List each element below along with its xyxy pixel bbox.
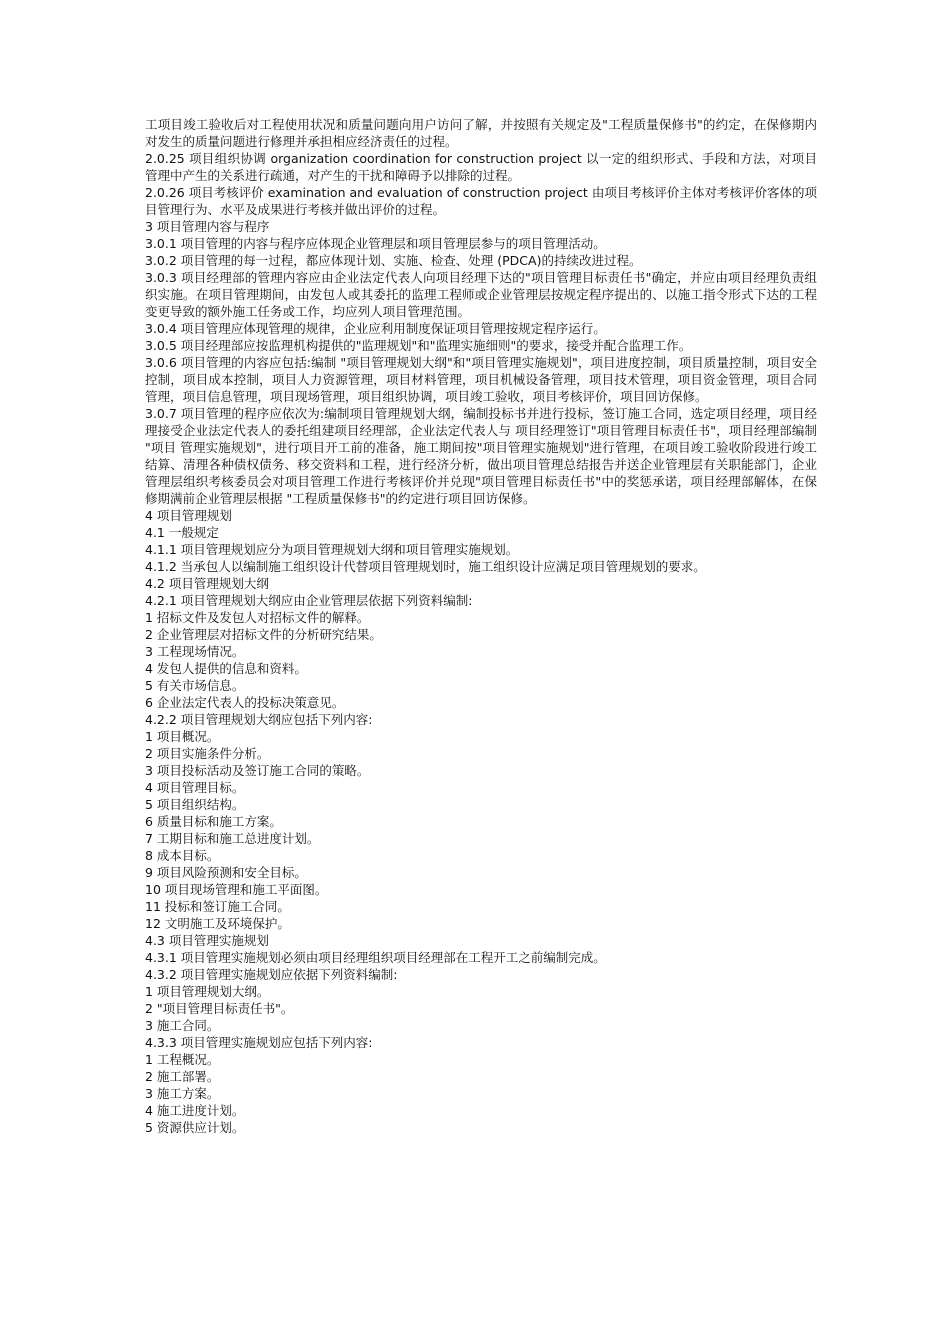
paragraph-4-1-2: 4.1.2 当承包人以编制施工组织设计代替项目管理规划时，施工组织设计应满足项目管理规划的要求。: [145, 559, 706, 574]
list-item: 7 工期目标和施工总进度计划。: [145, 831, 320, 846]
list-item: 2 施工部署。: [145, 1069, 220, 1084]
paragraph-4-1-1: 4.1.1 项目管理规划应分为项目管理规划大纲和项目管理实施规划。: [145, 542, 519, 557]
section-heading-3: 3 项目管理内容与程序: [145, 219, 270, 234]
list-item: 1 工程概况。: [145, 1052, 220, 1067]
paragraph-0: 工项目竣工验收后对工程使用状况和质量问题向用户访问了解，并按照有关规定及"工程质量保修书"的约定，在保修期内对发生的质量问题进行修理并承担相应经济责任的过程。: [145, 117, 817, 149]
list-item: 6 质量目标和施工方案。: [145, 814, 282, 829]
list-item: 10 项目现场管理和施工平面图。: [145, 882, 328, 897]
paragraph-3-0-3: 3.0.3 项目经理部的管理内容应由企业法定代表人向项目经理下达的"项目管理目标责任书"确定，并应由项目经理负责组织实施。在项目管理期间，由发包人或其委托的监理工程师或企业管理层按规定程序提出的、以施工指令形式下达的工程变更导致的额外施工任务或工作，均应列人项目管理范围。: [145, 270, 817, 319]
list-item: 1 招标文件及发包人对招标文件的解释。: [145, 610, 370, 625]
list-item: 2 企业管理层对招标文件的分析研究结果。: [145, 627, 382, 642]
list-item: 5 有关市场信息。: [145, 678, 245, 693]
paragraph-2-0-25: 2.0.25 项目组织协调 organization coordination for construction project 以一定的组织形式、手段和方法，对项目管理中产生的关系进行疏通，对产生的干扰和障碍予以排除的过程。: [145, 151, 817, 183]
subsection-heading-4-3: 4.3 项目管理实施规划: [145, 933, 269, 948]
list-item: 3 施工合同。: [145, 1018, 220, 1033]
paragraph-3-0-6: 3.0.6 项目管理的内容应包括:编制 "项目管理规划大纲"和"项目管理实施规划"，项目进度控制，项目质量控制，项目安全控制，项目成本控制，项目人力资源管理，项目材料管理，项目机械设备管理，项目技术管理，项目资金管理，项目合同管理，项目信息管理，项目现场管理，项目组织协调，项目竣工验收，项目考核评价，项目回访保修。: [145, 355, 817, 404]
list-item: 9 项目风险预测和安全目标。: [145, 865, 307, 880]
paragraph-3-0-5: 3.0.5 项目经理部应按监理机构提供的"监理规划"和"监理实施细则"的要求，接受并配合监理工作。: [145, 338, 692, 353]
list-item: 4 项目管理目标。: [145, 780, 245, 795]
paragraph-4-3-2: 4.3.2 项目管理实施规划应依据下列资料编制:: [145, 967, 398, 982]
paragraph-4-2-2: 4.2.2 项目管理规划大纲应包括下列内容:: [145, 712, 373, 727]
list-item: 12 文明施工及环境保护。: [145, 916, 290, 931]
paragraph-4-3-3: 4.3.3 项目管理实施规划应包括下列内容:: [145, 1035, 373, 1050]
paragraph-4-3-1: 4.3.1 项目管理实施规划必须由项目经理组织项目经理部在工程开工之前编制完成。: [145, 950, 606, 965]
paragraph-2-0-26: 2.0.26 项目考核评价 examination and evaluation of construction project 由项目考核评价主体对考核评价客体的项目管理行为、水平及成果进行考核并做出评价的过程。: [145, 185, 817, 217]
paragraph-3-0-4: 3.0.4 项目管理应体现管理的规律，企业应利用制度保证项目管理按规定程序运行。: [145, 321, 606, 336]
list-item: 2 项目实施条件分析。: [145, 746, 270, 761]
list-item: 5 资源供应计划。: [145, 1120, 245, 1135]
list-item: 4 施工进度计划。: [145, 1103, 245, 1118]
list-item: 3 施工方案。: [145, 1086, 220, 1101]
list-item: 3 工程现场情况。: [145, 644, 245, 659]
list-item: 1 项目概况。: [145, 729, 220, 744]
paragraph-3-0-1: 3.0.1 项目管理的内容与程序应体现企业管理层和项目管理层参与的项目管理活动。: [145, 236, 606, 251]
list-item: 4 发包人提供的信息和资料。: [145, 661, 307, 676]
list-item: 11 投标和签订施工合同。: [145, 899, 290, 914]
paragraph-4-2-1: 4.2.1 项目管理规划大纲应由企业管理层依据下列资料编制:: [145, 593, 473, 608]
paragraph-3-0-7: 3.0.7 项目管理的程序应依次为:编制项目管理规划大纲，编制投标书并进行投标，签订施工合同，选定项目经理，项目经理接受企业法定代表人的委托组建项目经理部，企业法定代表人与 项目经理签订"项目管理目标责任书"，项目经理部编制 "项目 管理实施规划"，进行项目开工前的准备，施工期间按"项目管理实施规划"进行管理，在项目竣工验收阶段进行竣工结算、清理各种债权债务、移交资料和工程，进行经济分析，做出项目管理总结报告并送企业管理层有关职能部门，企业管理层组织考核委员会对项目管理工作进行考核评价并兑现"项目管理目标责任书"中的奖惩承诺，项目经理部解体，在保修期满前企业管理层根据 "工程质量保修书"的约定进行项目回访保修。: [145, 406, 817, 506]
subsection-heading-4-1: 4.1 一般规定: [145, 525, 219, 540]
paragraph-3-0-2: 3.0.2 项目管理的每一过程，都应体现计划、实施、检查、处理 (PDCA)的持续改进过程。: [145, 253, 642, 268]
list-item: 8 成本目标。: [145, 848, 220, 863]
list-item: 2 "项目管理目标责任书"。: [145, 1001, 294, 1016]
list-item: 3 项目投标活动及签订施工合同的策略。: [145, 763, 370, 778]
list-item: 1 项目管理规划大纲。: [145, 984, 270, 999]
list-item: 5 项目组织结构。: [145, 797, 245, 812]
list-item: 6 企业法定代表人的投标决策意见。: [145, 695, 345, 710]
section-heading-4: 4 项目管理规划: [145, 508, 232, 523]
subsection-heading-4-2: 4.2 项目管理规划大纲: [145, 576, 269, 591]
document-body: [145, 116, 817, 1136]
